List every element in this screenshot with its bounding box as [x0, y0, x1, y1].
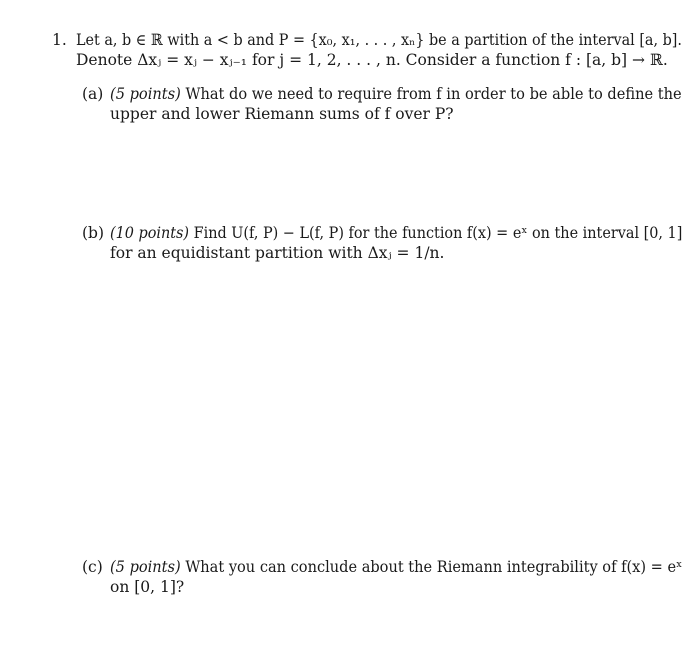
part-b-label: (b) — [82, 224, 105, 242]
part-c-points: (5 points) — [110, 558, 181, 576]
part-b-text-1: Find U(f, P) − L(f, P) for the function f(x) = eˣ on the interval [0, 1] — [193, 224, 683, 242]
part-a-label: (a) — [82, 85, 104, 103]
part-b-line-1 — [110, 223, 682, 243]
question-number: 1. — [52, 31, 67, 49]
question-intro-line-1: Let a, b ∈ ℝ with a < b and P = {x₀, x₁, . . . , xₙ} be a partition of the interval [a, b]. — [76, 31, 682, 49]
part-c-line-1 — [110, 557, 682, 577]
part-a-line-2: upper and lower Riemann sums of f over P? — [110, 105, 454, 123]
part-c-text-1: What you can conclude about the Riemann integrability of f(x) = eˣ — [185, 558, 683, 576]
part-a-text-1: What do we need to require from f in order to be able to define the — [185, 85, 682, 103]
part-b-points: (10 points) — [110, 224, 190, 242]
part-c-line-2: on [0, 1]? — [110, 578, 185, 596]
part-b-line-2: for an equidistant partition with Δxⱼ = 1/n. — [110, 244, 445, 262]
part-a-points: (5 points) — [110, 85, 181, 103]
part-a-line-1 — [110, 84, 682, 104]
part-c-label: (c) — [82, 558, 103, 576]
question-intro-line-2: Denote Δxⱼ = xⱼ − xⱼ₋₁ for j = 1, 2, . . . , n. Consider a function f : [a, b] → ℝ. — [76, 51, 668, 69]
